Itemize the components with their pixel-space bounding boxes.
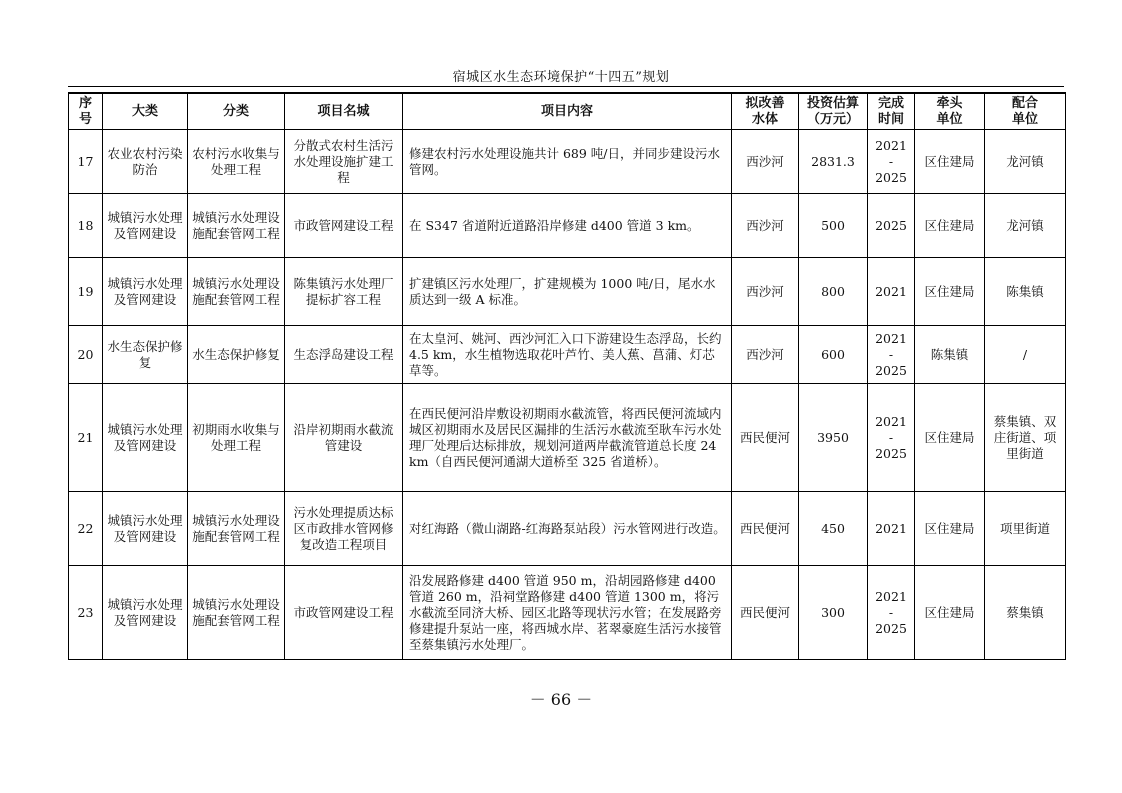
header-name: 项目名城	[285, 93, 403, 130]
completion-part: 2021	[875, 520, 907, 536]
cell-lead: 区住建局	[915, 258, 985, 326]
cell-no: 20	[69, 326, 103, 384]
cell-major: 城镇污水处理及管网建设	[103, 492, 188, 566]
cell-content: 对红海路（微山湖路-红海路泵站段）污水管网进行改造。	[403, 492, 732, 566]
completion-part: 2021	[875, 330, 907, 346]
header-water-body: 拟改善 水体	[732, 93, 799, 130]
cell-no: 17	[69, 130, 103, 194]
completion-part: 2025	[875, 362, 907, 378]
cell-category: 水生态保护修复	[188, 326, 285, 384]
cell-completion	[868, 492, 915, 566]
completion-part: 2021	[875, 283, 907, 299]
completion-part: 2025	[875, 620, 907, 636]
cell-content: 沿发展路修建 d400 管道 950 m，沿胡园路修建 d400 管道 260 m，沿祠堂路修建 d400 管道 1300 m，将污水截流至同济大桥、园区北路等现状污水管；在发展路旁修建提升泵站一座，将西城水岸、茗翠豪庭生活污水接管至蔡集镇污水处理厂。	[403, 566, 732, 660]
cell-lead: 区住建局	[915, 492, 985, 566]
cell-completion	[868, 326, 915, 384]
cell-name: 生态浮岛建设工程	[285, 326, 403, 384]
header-investment: 投资估算 （万元）	[799, 93, 868, 130]
completion-part: -	[888, 429, 894, 445]
cell-water-body: 西沙河	[732, 326, 799, 384]
cell-name: 陈集镇污水处理厂提标扩容工程	[285, 258, 403, 326]
cell-lead: 陈集镇	[915, 326, 985, 384]
project-table	[68, 92, 1066, 660]
cell-major: 农业农村污染防治	[103, 130, 188, 194]
table-row	[69, 130, 1066, 194]
completion-part: 2025	[875, 217, 907, 233]
cell-completion	[868, 384, 915, 492]
cell-investment: 300	[799, 566, 868, 660]
cell-water-body: 西沙河	[732, 258, 799, 326]
header-category: 分类	[188, 93, 285, 130]
cell-category: 农村污水收集与处理工程	[188, 130, 285, 194]
header-rule	[68, 86, 1064, 87]
completion-part: -	[888, 346, 894, 362]
cell-investment: 2831.3	[799, 130, 868, 194]
header-no: 序 号	[69, 93, 103, 130]
cell-lead: 区住建局	[915, 566, 985, 660]
cell-major: 城镇污水处理及管网建设	[103, 384, 188, 492]
cell-category: 城镇污水处理设施配套管网工程	[188, 566, 285, 660]
cell-investment: 3950	[799, 384, 868, 492]
table-row	[69, 492, 1066, 566]
header-partner: 配合 单位	[985, 93, 1066, 130]
cell-category: 城镇污水处理设施配套管网工程	[188, 492, 285, 566]
cell-partner: /	[985, 326, 1066, 384]
cell-content: 在 S347 省道附近道路沿岸修建 d400 管道 3 km。	[403, 194, 732, 258]
cell-no: 23	[69, 566, 103, 660]
cell-name: 沿岸初期雨水截流管建设	[285, 384, 403, 492]
cell-category: 初期雨水收集与处理工程	[188, 384, 285, 492]
cell-no: 18	[69, 194, 103, 258]
cell-content: 在西民便河沿岸敷设初期雨水截流管，将西民便河流域内城区初期雨水及居民区漏排的生活污水截流至耿车污水处理厂处理后达标排放，规划河道两岸截流管道总长度 24 km（自西民便河通湖大道桥至 325 省道桥）。	[403, 384, 732, 492]
cell-category: 城镇污水处理设施配套管网工程	[188, 258, 285, 326]
cell-water-body: 西沙河	[732, 194, 799, 258]
cell-investment: 450	[799, 492, 868, 566]
completion-part: 2021	[875, 413, 907, 429]
cell-lead: 区住建局	[915, 130, 985, 194]
page-header-title: 宿城区水生态环境保护“十四五”规划	[452, 70, 670, 85]
cell-name: 污水处理提质达标区市政排水管网修复改造工程项目	[285, 492, 403, 566]
cell-name: 分散式农村生活污水处理设施扩建工程	[285, 130, 403, 194]
cell-content: 修建农村污水处理设施共计 689 吨/日，并同步建设污水管网。	[403, 130, 732, 194]
table-row	[69, 384, 1066, 492]
cell-completion	[868, 566, 915, 660]
cell-partner: 蔡集镇、双庄街道、项里街道	[985, 384, 1066, 492]
cell-major: 城镇污水处理及管网建设	[103, 566, 188, 660]
cell-partner: 项里街道	[985, 492, 1066, 566]
header-lead: 牵头 单位	[915, 93, 985, 130]
cell-partner: 龙河镇	[985, 194, 1066, 258]
cell-partner: 龙河镇	[985, 130, 1066, 194]
header-major: 大类	[103, 93, 188, 130]
cell-name: 市政管网建设工程	[285, 566, 403, 660]
completion-part: -	[888, 604, 894, 620]
cell-investment: 800	[799, 258, 868, 326]
table-row	[69, 326, 1066, 384]
cell-partner: 陈集镇	[985, 258, 1066, 326]
cell-investment: 500	[799, 194, 868, 258]
cell-water-body: 西民便河	[732, 492, 799, 566]
cell-name: 市政管网建设工程	[285, 194, 403, 258]
header-content: 项目内容	[403, 93, 732, 130]
cell-no: 19	[69, 258, 103, 326]
table-body	[69, 130, 1066, 660]
completion-part: 2021	[875, 137, 907, 153]
table-row	[69, 566, 1066, 660]
completion-part: 2021	[875, 588, 907, 604]
cell-major: 水生态保护修复	[103, 326, 188, 384]
table-row	[69, 194, 1066, 258]
cell-major: 城镇污水处理及管网建设	[103, 258, 188, 326]
cell-completion	[868, 258, 915, 326]
cell-completion	[868, 194, 915, 258]
header-completion: 完成 时间	[868, 93, 915, 130]
table-row	[69, 258, 1066, 326]
cell-content: 扩建镇区污水处理厂，扩建规模为 1000 吨/日，尾水水质达到一级 A 标准。	[403, 258, 732, 326]
cell-water-body: 西民便河	[732, 384, 799, 492]
cell-no: 22	[69, 492, 103, 566]
completion-part: 2025	[875, 169, 907, 185]
cell-category: 城镇污水处理设施配套管网工程	[188, 194, 285, 258]
page-number: － 66 －	[529, 690, 593, 709]
cell-investment: 600	[799, 326, 868, 384]
completion-part: -	[888, 153, 894, 169]
cell-lead: 区住建局	[915, 384, 985, 492]
cell-major: 城镇污水处理及管网建设	[103, 194, 188, 258]
cell-content: 在太皇河、姚河、西沙河汇入口下游建设生态浮岛，长约 4.5 km，水生植物选取花叶芦竹、美人蕉、菖蒲、灯芯草等。	[403, 326, 732, 384]
cell-partner: 蔡集镇	[985, 566, 1066, 660]
completion-part: 2025	[875, 445, 907, 461]
table-header-row	[69, 93, 1066, 130]
cell-lead: 区住建局	[915, 194, 985, 258]
cell-water-body: 西民便河	[732, 566, 799, 660]
cell-water-body: 西沙河	[732, 130, 799, 194]
cell-completion	[868, 130, 915, 194]
cell-no: 21	[69, 384, 103, 492]
